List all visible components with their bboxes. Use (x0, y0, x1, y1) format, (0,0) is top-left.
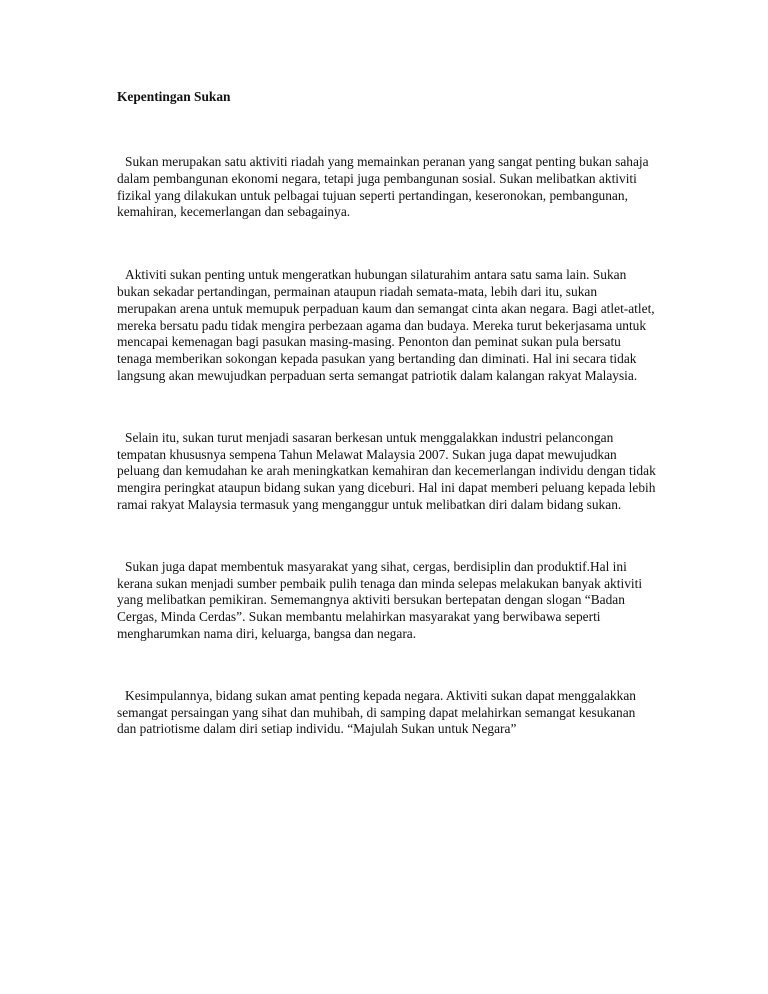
paragraph-4: Sukan juga dapat membentuk masyarakat yang sihat, cergas, berdisiplin dan produktif.Hal ini kerana sukan menjadi sumber pembaik pulih tenaga dan minda selepas melakukan banyak aktiviti yang melibatkan pemikiran. Sememangnya aktiviti bersukan bertepatan dengan slogan “Badan Cergas, Minda Cerdas”. Sukan membantu melahirkan masyarakat yang berwibawa seperti mengharumkan nama diri, keluarga, bangsa dan negara. (117, 558, 643, 641)
paragraph-2: Aktiviti sukan penting untuk mengeratkan hubungan silaturahim antara satu sama lain. Sukan bukan sekadar pertandingan, permainan ataupun riadah semata-mata, lebih dari itu, sukan merupakan arena untuk memupuk perpaduan kaum dan semangat cinta akan negara. Bagi atlet-atlet, mereka bersatu padu tidak mengira perbezaan agama dan budaya. Mereka turut bekerjasama untuk mencapai kemenagan bagi pasukan masing-masing. Penonton dan peminat sukan pula bersatu tenaga memberikan sokongan kepada pasukan yang bertanding dan diminati. Hal ini secara tidak langsung akan mewujudkan perpaduan serta semangat patriotik dalam kalangan rakyat Malaysia. (117, 267, 655, 383)
document-body (117, 89, 657, 738)
paragraph-1: Sukan merupakan satu aktiviti riadah yang memainkan peranan yang sangat penting bukan sahaja dalam pembangunan ekonomi negara, tetapi juga pembangunan sosial. Sukan melibatkan aktiviti fizikal yang dilakukan untuk pelbagai tujuan seperti pertandingan, keseronokan, pembangunan, kemahiran, kecemerlangan dan sebagainya. (117, 154, 649, 220)
paragraph-5: Kesimpulannya, bidang sukan amat penting kepada negara. Aktiviti sukan dapat menggalakkan semangat persaingan yang sihat dan muhibah, di samping dapat melahirkan semangat kesukanan dan patriotisme dalam diri setiap individu. “Majulah Sukan untuk Negara” (117, 687, 636, 737)
paragraph-3: Selain itu, sukan turut menjadi sasaran berkesan untuk menggalakkan industri pelancongan tempatan khususnya sempena Tahun Melawat Malaysia 2007. Sukan juga dapat mewujudkan peluang dan kemudahan ke arah meningkatkan kemahiran dan kecemerlangan individu dengan tidak mengira peringkat ataupun bidang sukan yang diceburi. Hal ini dapat memberi peluang kepada lebih ramai rakyat Malaysia termasuk yang menganggur untuk melibatkan diri dalam bidang sukan. (117, 429, 656, 512)
document-title: Kepentingan Sukan (117, 89, 231, 104)
